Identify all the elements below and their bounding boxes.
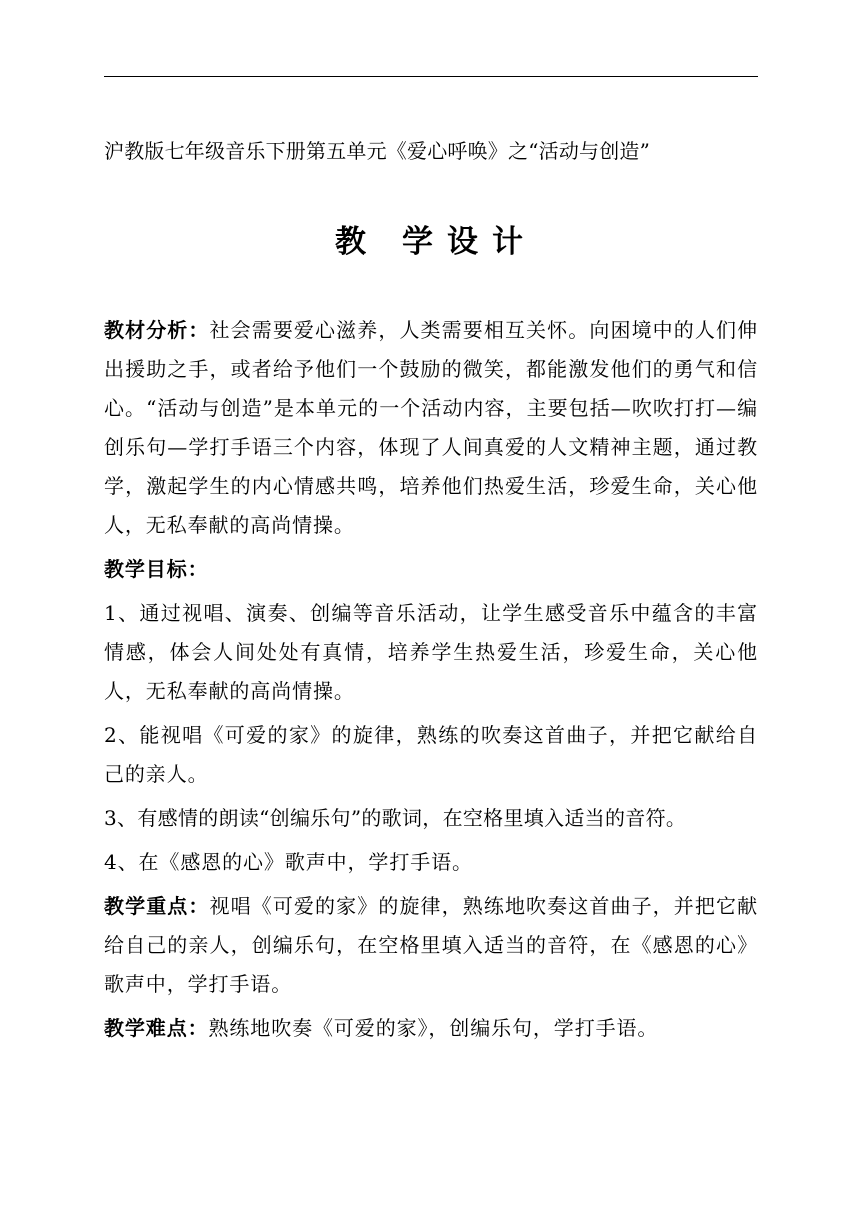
analysis-text: 社会需要爱心滋养，人类需要相互关怀。向困境中的人们伸出援助之手，或者给予他们一个鼓励的微笑，都能激发他们的勇气和信心。“活动与创造”是本单元的一个活动内容，主要包括—吹吹打打—编创乐句—学打手语三个内容，体现了人间真爱的人文精神主题，通过教学，激起学生的内心情感共鸣，培养他们热爱生活，珍爱生命，关心他人，无私奉献的高尚情操。 [104,318,758,537]
header-rule [104,76,758,77]
title-char: 教 [335,224,368,260]
key-points-label: 教学重点： [104,894,210,918]
goal-item: 2、能视唱《可爱的家》的旋律，熟练的吹奏这首曲子，并把它献给自己的亲人。 [104,723,758,786]
title-char: 计 [492,224,525,260]
goal-item: 1、通过视唱、演奏、创编等音乐活动，让学生感受音乐中蕴含的丰富情感，体会人间处处有真情，培养学生热爱生活，珍爱生命，关心他人，无私奉献的高尚情操。 [104,601,758,703]
difficulties-text: 熟练地吹奏《可爱的家》，创编乐句，学打手语。 [208,1016,659,1040]
document-subtitle: 沪教版七年级音乐下册第五单元《爱心呼唤》之“活动与创造” [104,139,651,163]
difficulties-label: 教学难点： [104,1016,209,1040]
key-points-text: 视唱《可爱的家》的旋律，熟练地吹奏这首曲子，并把它献给自己的亲人，创编乐句，在空格里填入适当的音符，在《感恩的心》歌声中，学打手语。 [104,894,758,996]
document-title [0,220,860,264]
goal-item: 4、在《感恩的心》歌声中，学打手语。 [104,850,473,874]
goals-heading-paragraph [104,550,758,589]
document-body [104,311,758,1053]
difficulties-paragraph [104,1009,758,1048]
title-char: 学 [402,224,435,260]
title-char: 设 [447,224,480,260]
analysis-label: 教材分析： [104,318,210,342]
key-points-paragraph [104,887,758,1004]
analysis-paragraph [104,311,758,545]
goals-label: 教学目标： [104,557,209,581]
goal-item: 3、有感情的朗读“创编乐句”的歌词，在空格里填入适当的音符。 [104,806,687,830]
